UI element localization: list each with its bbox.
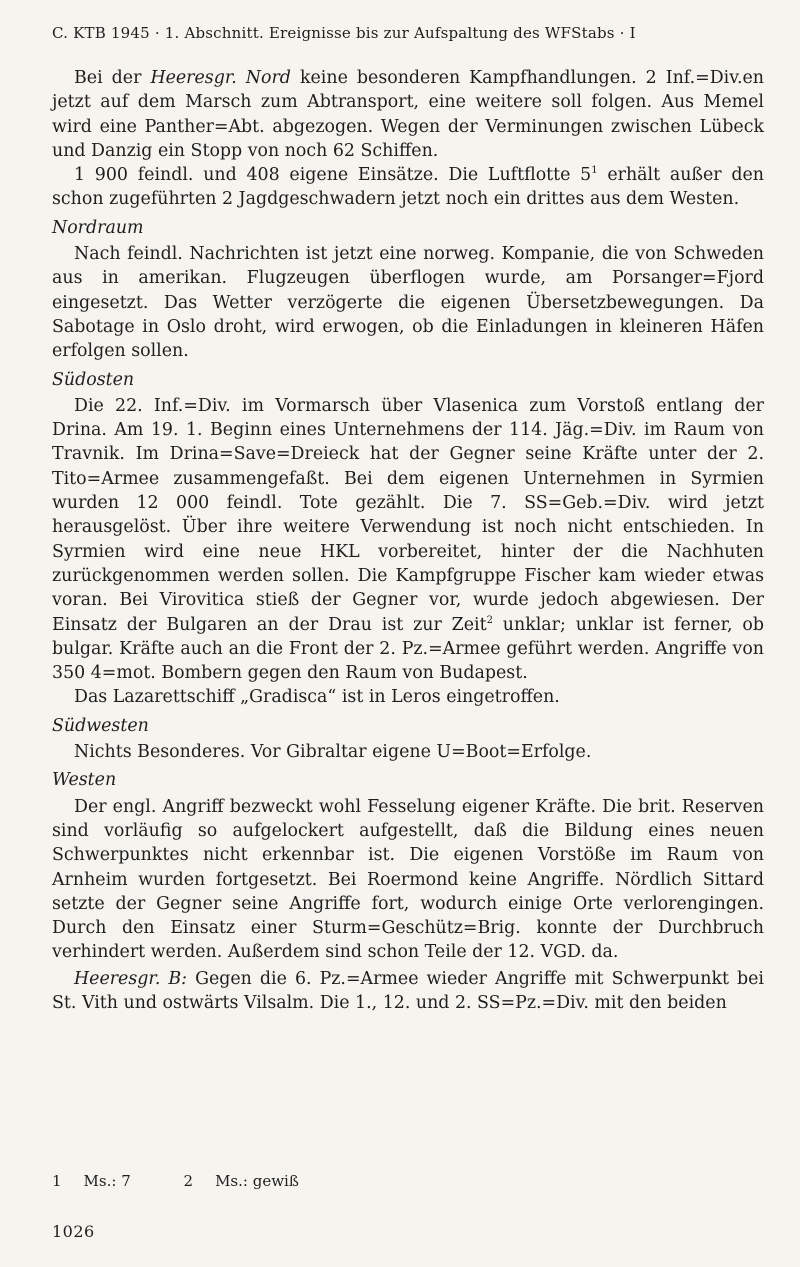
paragraph-suedwesten: Nichts Besonderes. Vor Gibraltar eigene U=Boot=Erfolge.: [74, 742, 592, 763]
paragraph-heeresgruppe-b: [52, 967, 764, 1016]
footnote: [184, 1172, 299, 1190]
text-span: erhält außer den schon zugeführten 2 Jagdgeschwadern jetzt noch ein drittes aus dem Westen.: [52, 165, 764, 210]
footnote-text: Ms.: gewiß: [215, 1172, 299, 1190]
footnote-number: 2: [183, 1172, 194, 1190]
paragraph-luftflotte: [52, 163, 764, 212]
section-heading-nordraum: Nordraum: [52, 217, 144, 238]
footnote: [52, 1172, 131, 1190]
italic-term: Heeresgr. Nord: [150, 68, 291, 88]
footnote-text: Ms.: 7: [83, 1172, 131, 1190]
paragraph-heeresgruppe-nord: [52, 66, 764, 163]
italic-term: Heeresgr. B:: [74, 968, 188, 989]
paragraph-westen: Der engl. Angriff bezweckt wohl Fesselung eigener Kräfte. Die brit. Reserven sind vorläufig so aufgelockert aufgestellt, daß die Bildung eines neuen Schwerpunktes nicht erkennbar ist. Die eigenen Vorstöße im Raum von Arnheim wurden fortgesetzt. Bei Roermond keine Angriffe. Nördlich Sittard setzte der Gegner seine Angriffe fort, wodurch einige Orte verlorengingen. Durch den Einsatz einer Sturm=Geschütz=Brig. konnte der Durchbruch verhindert werden. Außerdem sind schon Teile der 12. VGD. da.: [52, 796, 764, 963]
footnotes: [52, 1172, 764, 1190]
section-heading-suedwesten: Südwesten: [52, 715, 149, 736]
paragraph-suedosten: [52, 394, 764, 686]
body-text: [52, 66, 764, 1015]
text-span: Gegen die 6. Pz.=Armee wieder Angriffe mit Schwerpunkt bei St. Vith und ostwärts Vilsalm. Die 1., 12. und 2. SS=Pz.=Div. mit den beiden: [52, 968, 764, 1013]
text-span: Bei der: [74, 68, 151, 88]
text-span: unklar; unklar ist ferner, ob bulgar. Kräfte auch an die Front der 2. Pz.=Armee geführt werden. Angriffe von 350 4=mot. Bombern gegen den Raum von Budapest.: [52, 614, 764, 684]
text-span: keine besonderen Kampfhandlungen. 2 Inf.=Div.en jetzt auf dem Marsch zum Abtransport, eine weitere soll folgen. Aus Memel wird eine Panther=Abt. abgezogen. Wegen der Verminungen zwischen Lübeck und Danzig ein Stopp von noch 62 Schiffen.: [52, 68, 764, 161]
section-heading-suedosten: Südosten: [52, 369, 135, 390]
footnote-ref: 1: [591, 165, 598, 177]
footnote-ref: 2: [486, 614, 493, 626]
text-span: Die 22. Inf.=Div. im Vormarsch über Vlasenica zum Vorstoß entlang der Drina. Am 19. 1. Beginn eines Unternehmens der 114. Jäg.=Div. im Raum von Travnik. Im Drina=Save=Dreieck hat der Gegner seine Kräfte unter der 2. Tito=Armee zusammengefaßt. Bei dem eigenen Unternehmen in Syrmien wurden 12 000 feindl. Tote gezählt. Die 7. SS=Geb.=Div. wird jetzt herausgelöst. Über ihre weitere Verwendung ist noch nicht entschieden. In Syrmien wird eine neue HKL vorbereitet, hinter der die Nachhuten zurückgenommen werden sollen. Die Kampfgruppe Fischer kam wieder etwas voran. Bei Virovitica stieß der Gegner vor, wurde jedoch abgewiesen. Der Einsatz der Bulgaren an der Drau ist zur Zeit: [52, 395, 764, 635]
footnote-number: 1: [52, 1172, 62, 1190]
text-span: 1 900 feindl. und 408 eigene Einsätze. Die Luftflotte 5: [74, 165, 592, 186]
running-head: C. KTB 1945 · 1. Abschnitt. Ereignisse bis zur Aufspaltung des WFStabs · I: [52, 24, 636, 42]
paragraph-lazarettschiff: Das Lazarettschiff „Gradisca“ ist in Leros eingetroffen.: [74, 687, 560, 708]
paragraph-nordraum: Nach feindl. Nachrichten ist jetzt eine norweg. Kompanie, die von Schweden aus in amerikan. Flugzeugen überflogen wurde, am Porsanger=Fjord eingesetzt. Das Wetter verzögerte die eigenen Übersetzbewegungen. Da Sabotage in Oslo droht, wird erwogen, ob die Einladungen in kleineren Häfen erfolgen sollen.: [52, 244, 764, 362]
page-number: 1026: [52, 1222, 95, 1241]
section-heading-westen: Westen: [52, 770, 117, 791]
